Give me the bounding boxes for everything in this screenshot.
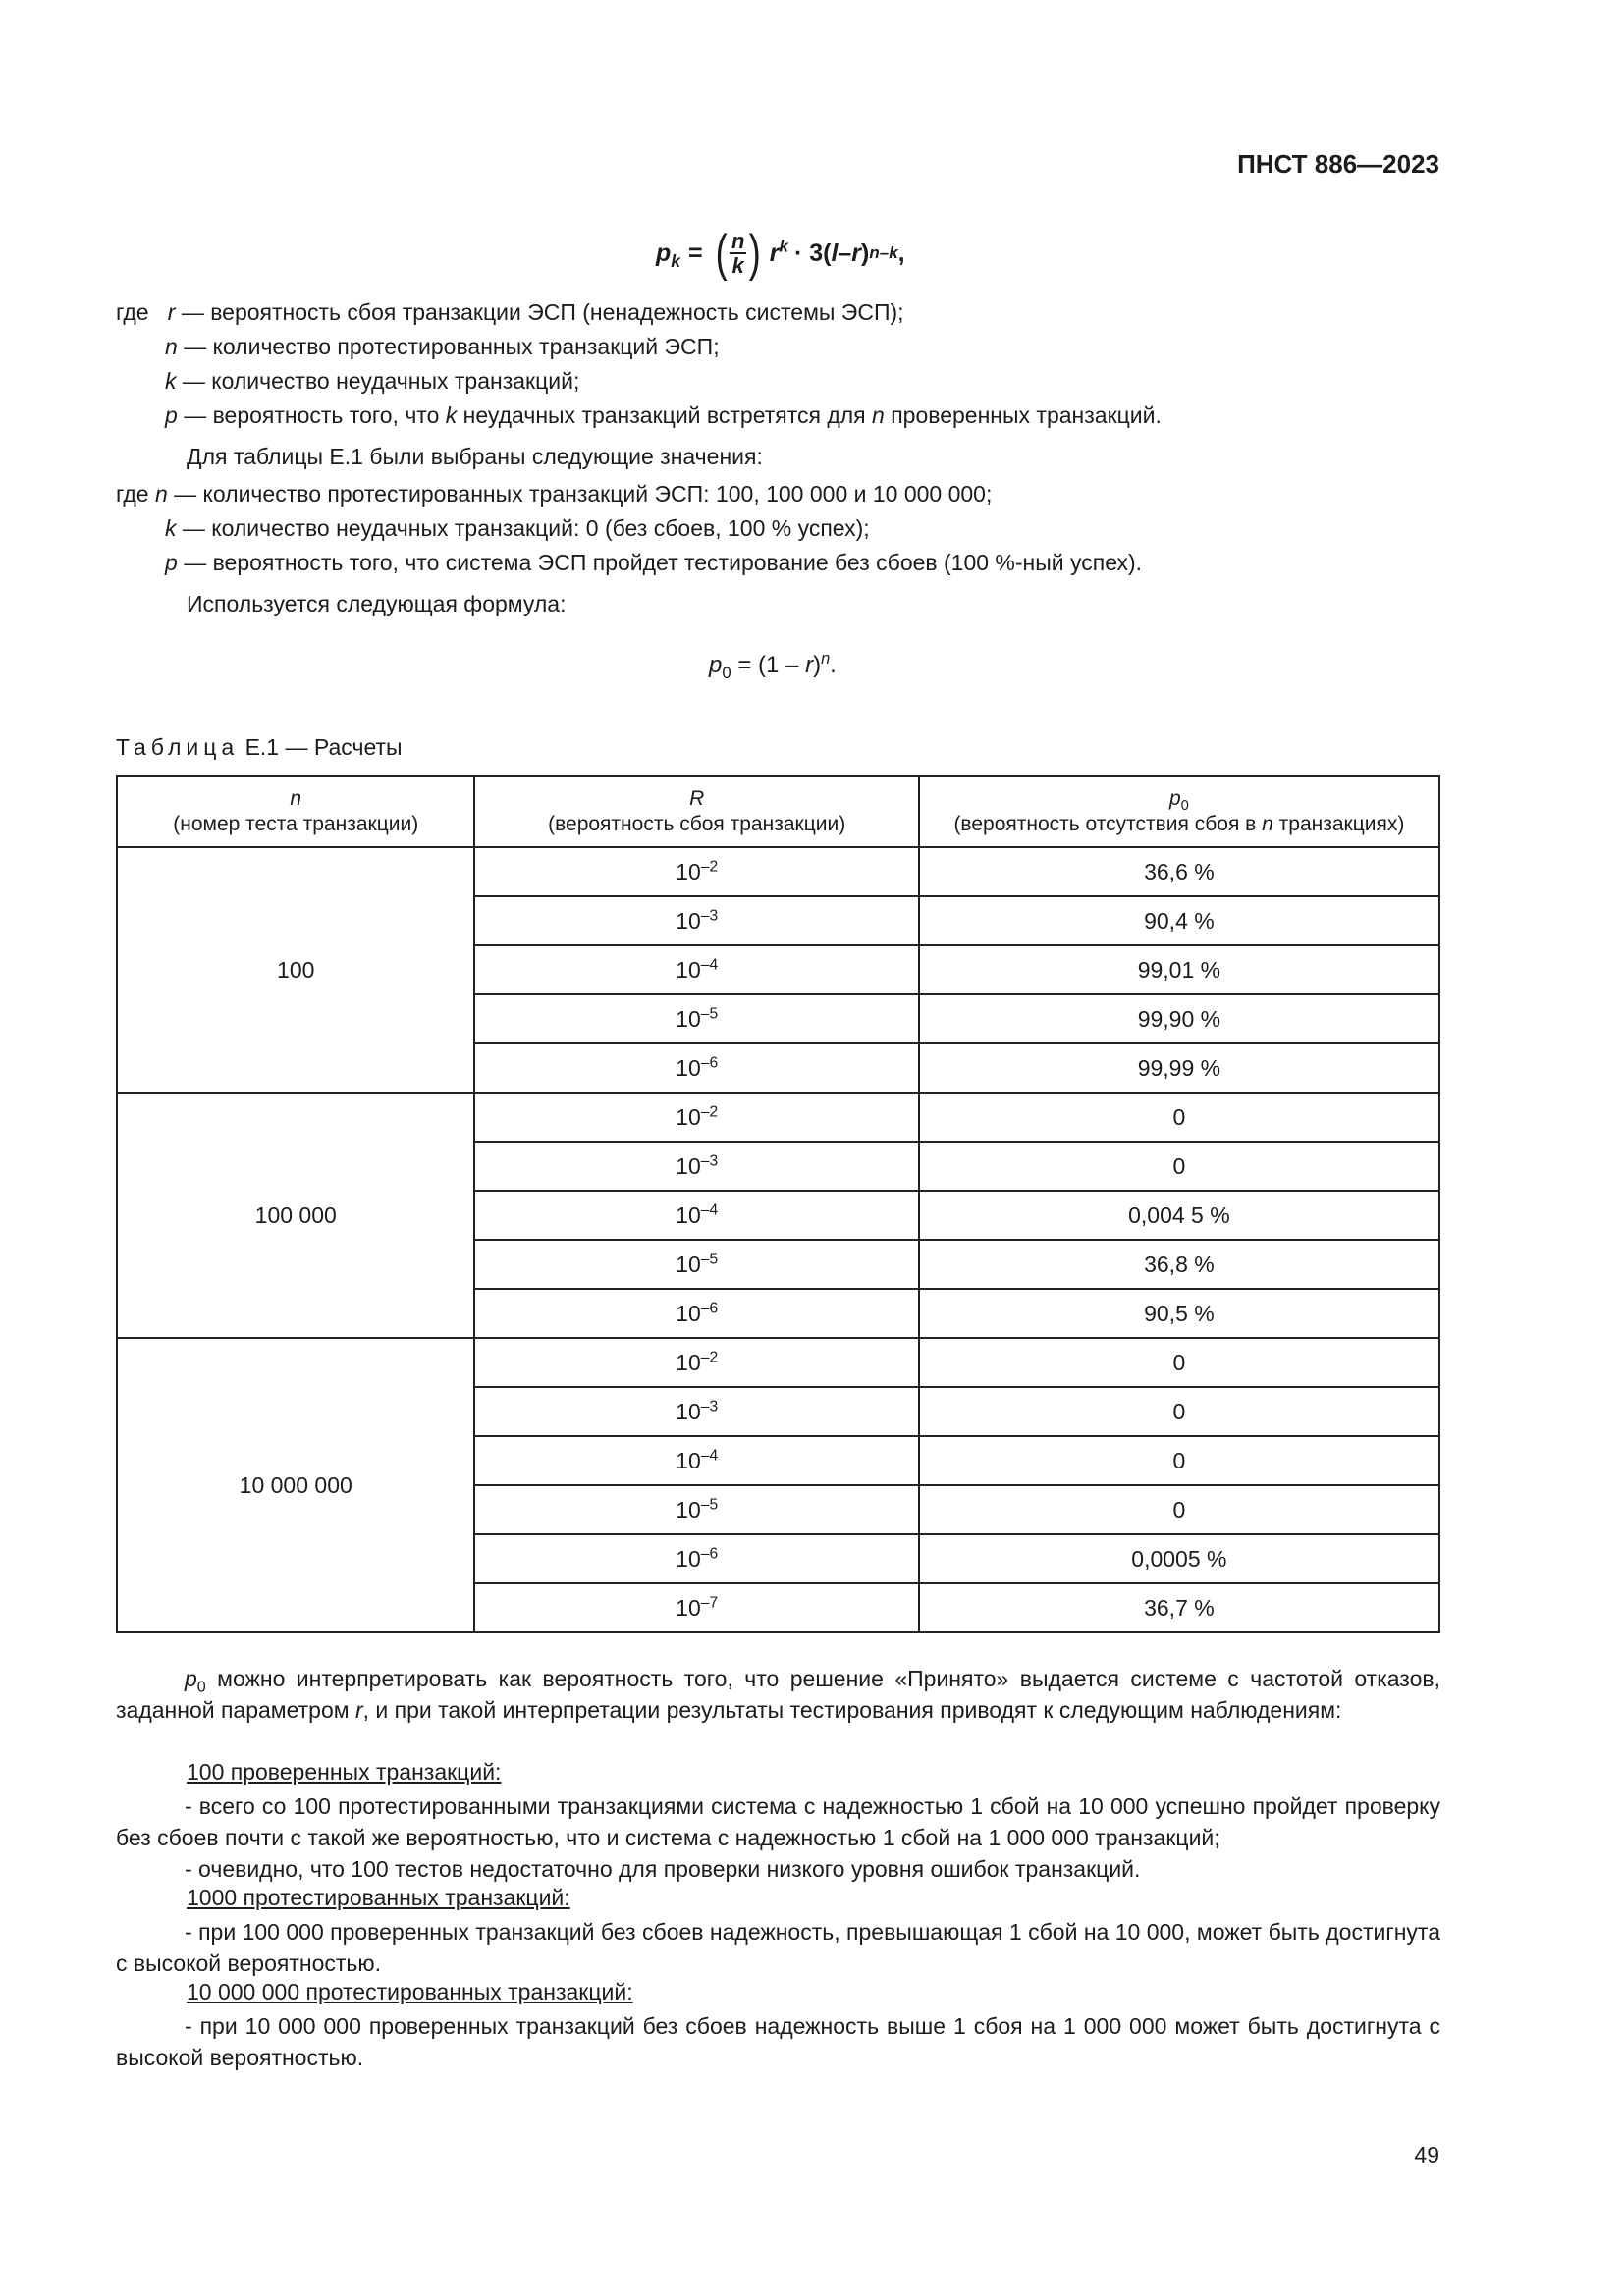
cell-r: $10^{-5}$ [474, 1240, 918, 1289]
interpretation-paragraph: $p_0$ можно интерпретировать как вероятность того, что решение «Принято» выдается системе с частотой отказов, заданной параметром r, и при такой интерпретации результаты тестирования приводят к следующим наблюдениям: [116, 1666, 1440, 1723]
cell-p0: 0 [919, 1485, 1439, 1534]
cell-r: $10^{-6}$ [474, 1043, 918, 1093]
cell-r: $10^{-4}$ [474, 1191, 918, 1240]
formula-eq: = [688, 239, 703, 267]
cell-r: $10^{-3}$ [474, 1387, 918, 1436]
formula-r-term: $r^k$ [769, 237, 788, 267]
cell-r: $10^{-3}$ [474, 1142, 918, 1191]
observation-heading: 100 проверенных транзакций: [187, 1759, 502, 1785]
cell-r: $10^{-2}$ [474, 1338, 918, 1387]
cell-r: $10^{-6}$ [474, 1534, 918, 1583]
cell-p0: 90,5 % [919, 1289, 1439, 1338]
cell-p0: 0 [919, 1387, 1439, 1436]
definition-p: p — вероятность того, что k неудачных транзакций встретятся для n проверенных транзакций. [165, 402, 1162, 428]
formula-middle: · 3( [793, 239, 832, 267]
formula-binomial: $p_k$ = ( $\frac{n}{k}$ ) $r^k$ · 3( l – r ) n–k , [656, 225, 905, 282]
cell-p0: 36,7 % [919, 1583, 1439, 1632]
cell-p0: 90,4 % [919, 896, 1439, 945]
cell-p0: 99,99 % [919, 1043, 1439, 1093]
observation-item: - при 100 000 проверенных транзакций без сбоев надежность, превышающая 1 сбой на 10 000, может быть достигнута с высокой вероятностью. [116, 1919, 1440, 1976]
definition-k: k — количество неудачных транзакций; [165, 368, 580, 394]
header-r: R (вероятность сбоя транзакции) [474, 776, 918, 847]
table-row [117, 1338, 1439, 1387]
observation-item: - очевидно, что 100 тестов недостаточно для проверки низкого уровня ошибок транзакций. [185, 1856, 1141, 1882]
table-header-row [117, 776, 1439, 847]
cell-r: $10^{-3}$ [474, 896, 918, 945]
calculation-table [116, 775, 1440, 1633]
observation-item: - всего со 100 протестированными транзакциями система с надежностью 1 сбой на 10 000 успешно пройдет проверку без сбоев почти с такой же вероятностью, что и система с надежностью 1 сбой на 1 000 000 транзакций; [116, 1793, 1440, 1850]
binomial-coefficient: ( $\frac{n}{k}$ ) [715, 225, 762, 282]
definition2-n: где n — количество протестированных транзакций ЭСП: 100, 100 000 и 10 000 000; [116, 481, 993, 507]
cell-r: $10^{-2}$ [474, 847, 918, 896]
formula-lhs: $p_k$ [656, 239, 681, 271]
definition2-k: k — количество неудачных транзакций: 0 (без сбоев, 100 % успех); [165, 515, 870, 541]
cell-r: $10^{-7}$ [474, 1583, 918, 1632]
observation-heading: 1000 протестированных транзакций: [187, 1885, 570, 1910]
cell-r: $10^{-2}$ [474, 1093, 918, 1142]
definition2-p: p — вероятность того, что система ЭСП пройдет тестирование без сбоев (100 %-ный успех). [165, 550, 1143, 575]
formula-intro: Используется следующая формула: [187, 591, 567, 616]
document-code: ПНСТ 886—2023 [1237, 149, 1439, 179]
definition-r: где r — вероятность сбоя транзакции ЭСП (ненадежность системы ЭСП); [116, 299, 904, 325]
cell-p0: 0 [919, 1142, 1439, 1191]
cell-n-group: 10 000 000 [117, 1338, 474, 1632]
observation-item: - при 10 000 000 проверенных транзакций без сбоев надежность выше 1 сбоя на 1 000 000 может быть достигнута с высокой вероятностью. [116, 2013, 1440, 2070]
selected-values-intro: Для таблицы Е.1 были выбраны следующие значения: [187, 444, 763, 469]
cell-p0: 99,01 % [919, 945, 1439, 994]
cell-p0: 36,6 % [919, 847, 1439, 896]
cell-p0: 0,004 5 % [919, 1191, 1439, 1240]
cell-p0: 0 [919, 1093, 1439, 1142]
cell-n-group: 100 000 [117, 1093, 474, 1338]
cell-p0: 0 [919, 1436, 1439, 1485]
observation-heading: 10 000 000 протестированных транзакций: [187, 1979, 633, 2004]
cell-r: $10^{-4}$ [474, 945, 918, 994]
cell-r: $10^{-5}$ [474, 994, 918, 1043]
cell-p0: 0 [919, 1338, 1439, 1387]
definition-n: n — количество протестированных транзакций ЭСП; [165, 334, 720, 359]
cell-n-group: 100 [117, 847, 474, 1093]
table-row [117, 847, 1439, 896]
cell-r: $10^{-5}$ [474, 1485, 918, 1534]
header-n: n (номер теста транзакции) [117, 776, 474, 847]
cell-p0: 99,90 % [919, 994, 1439, 1043]
cell-r: $10^{-4}$ [474, 1436, 918, 1485]
cell-p0: 36,8 % [919, 1240, 1439, 1289]
header-p0: $p_0$ (вероятность отсутствия сбоя в n транзакциях) [919, 776, 1439, 847]
page-number: 49 [1414, 2142, 1439, 2167]
table-row [117, 1093, 1439, 1142]
cell-r: $10^{-6}$ [474, 1289, 918, 1338]
cell-p0: 0,0005 % [919, 1534, 1439, 1583]
formula-p0: $p_0 = (1 - r)^n$. [709, 650, 837, 682]
table-caption: Таблица Е.1 — Расчеты [116, 734, 403, 760]
